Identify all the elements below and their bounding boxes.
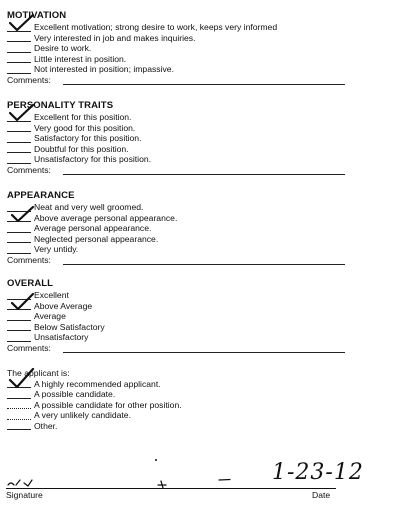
option-label: Other.: [34, 420, 58, 431]
checkbox-blank[interactable]: [7, 131, 31, 132]
section-appearance: [7, 190, 395, 266]
section-title: APPEARANCE: [7, 190, 75, 201]
comments-field[interactable]: [7, 165, 395, 176]
option-label: A very unlikely candidate.: [34, 410, 131, 421]
comments-label: Comments:: [7, 74, 51, 85]
option-row[interactable]: [7, 421, 395, 432]
checkbox-blank[interactable]: [7, 163, 31, 164]
comments-line[interactable]: [63, 84, 345, 85]
checkbox-blank[interactable]: [7, 330, 31, 331]
option-row[interactable]: [7, 133, 395, 144]
option-label: Neat and very well groomed.: [34, 202, 144, 212]
checkbox-blank[interactable]: [7, 62, 31, 63]
comments-line[interactable]: [63, 352, 345, 353]
option-row[interactable]: [7, 154, 395, 165]
option-row[interactable]: [7, 379, 395, 390]
option-row[interactable]: [7, 234, 395, 245]
option-row[interactable]: [7, 33, 395, 44]
option-row[interactable]: [7, 223, 395, 234]
checkbox-blank[interactable]: [7, 341, 31, 342]
date-label: Date: [312, 490, 331, 500]
handwritten-date: 1-23-12: [272, 460, 364, 485]
signature-line[interactable]: [6, 488, 336, 489]
option-label: A possible candidate for other position.: [34, 399, 182, 410]
option-row[interactable]: [7, 410, 395, 421]
handwritten-dash-mark: [218, 477, 232, 483]
section-overall: [7, 278, 395, 354]
section-title: The applicant is:: [7, 368, 70, 378]
option-label: Unsatisfactory: [34, 332, 89, 343]
option-label: Excellent: [34, 290, 69, 300]
checkbox-blank[interactable]: [7, 408, 31, 409]
option-label: Desire to work.: [34, 43, 92, 54]
option-row[interactable]: [7, 43, 395, 54]
checkbox-blank[interactable]: [7, 429, 31, 430]
option-row[interactable]: [7, 311, 395, 322]
option-label: Satisfactory for this position.: [34, 133, 142, 144]
comments-field[interactable]: [7, 343, 395, 354]
option-row[interactable]: [7, 22, 395, 33]
checkmark-icon: [9, 104, 35, 122]
option-label: A possible candidate.: [34, 389, 116, 400]
option-row[interactable]: [7, 213, 395, 224]
section-title: OVERALL: [7, 278, 54, 289]
option-label: Unsatisfactory for this position.: [34, 154, 152, 165]
option-label: Very untidy.: [34, 244, 79, 255]
comments-line[interactable]: [63, 174, 345, 175]
option-label: Below Satisfactory: [34, 321, 105, 332]
option-row[interactable]: [7, 144, 395, 155]
checkbox-blank[interactable]: [7, 152, 31, 153]
option-row[interactable]: [7, 244, 395, 255]
option-row[interactable]: [7, 290, 395, 301]
comments-field[interactable]: [7, 75, 395, 86]
option-label: Above average personal appearance.: [34, 212, 178, 223]
option-label: Excellent motivation; strong desire to work, keeps very informed: [34, 22, 278, 32]
section-applicant-rating: [7, 368, 395, 432]
checkbox-blank[interactable]: [7, 253, 31, 254]
option-row[interactable]: [7, 112, 395, 123]
checkbox-blank[interactable]: [7, 242, 31, 243]
option-row[interactable]: [7, 202, 395, 213]
checkmark-icon: [9, 14, 35, 32]
option-row[interactable]: [7, 400, 395, 411]
comments-line[interactable]: [63, 264, 345, 265]
checkmark-icon: [9, 205, 35, 223]
option-label: Little interest in position.: [34, 53, 127, 64]
section-title: MOTIVATION: [7, 10, 67, 21]
signature-label: Signature: [6, 490, 43, 500]
comments-label: Comments:: [7, 164, 51, 175]
section-heading: [7, 368, 395, 379]
option-row[interactable]: [7, 64, 395, 75]
option-label: Average: [34, 311, 66, 322]
option-row[interactable]: [7, 389, 395, 400]
checkmark-icon: [9, 371, 35, 389]
checkbox-blank[interactable]: [7, 320, 31, 321]
option-label: A highly recommended applicant.: [34, 378, 161, 389]
section-title: PERSONALITY TRAITS: [7, 100, 114, 111]
option-row[interactable]: [7, 322, 395, 333]
option-row[interactable]: [7, 301, 395, 312]
checkbox-blank[interactable]: [7, 41, 31, 42]
option-row[interactable]: [7, 123, 395, 134]
option-label: Doubtful for this position.: [34, 143, 129, 154]
option-label: Average personal appearance.: [34, 223, 152, 234]
signature-area: [0, 455, 400, 506]
handwritten-tick-mark: [152, 457, 172, 491]
option-label: Not interested in position; impassive.: [34, 64, 174, 75]
checkbox-blank[interactable]: [7, 232, 31, 233]
comments-label: Comments:: [7, 342, 51, 353]
comments-field[interactable]: [7, 255, 395, 266]
comments-label: Comments:: [7, 254, 51, 265]
checkbox-blank[interactable]: [7, 52, 31, 53]
section-motivation: [7, 10, 395, 86]
section-personality-traits: [7, 100, 395, 176]
checkbox-blank[interactable]: [7, 142, 31, 143]
option-row[interactable]: [7, 332, 395, 343]
option-label: Above Average: [34, 300, 93, 311]
option-label: Very good for this position.: [34, 122, 136, 133]
handwritten-signature-mark: [6, 473, 66, 489]
option-label: Neglected personal appearance.: [34, 233, 159, 244]
option-label: Excellent for this position.: [34, 112, 132, 122]
option-row[interactable]: [7, 54, 395, 65]
checkbox-blank[interactable]: [7, 419, 31, 420]
checkbox-blank[interactable]: [7, 73, 31, 74]
checkbox-blank[interactable]: [7, 398, 31, 399]
option-label: Very interested in job and makes inquiries.: [34, 32, 196, 43]
checkmark-icon: [9, 293, 35, 311]
